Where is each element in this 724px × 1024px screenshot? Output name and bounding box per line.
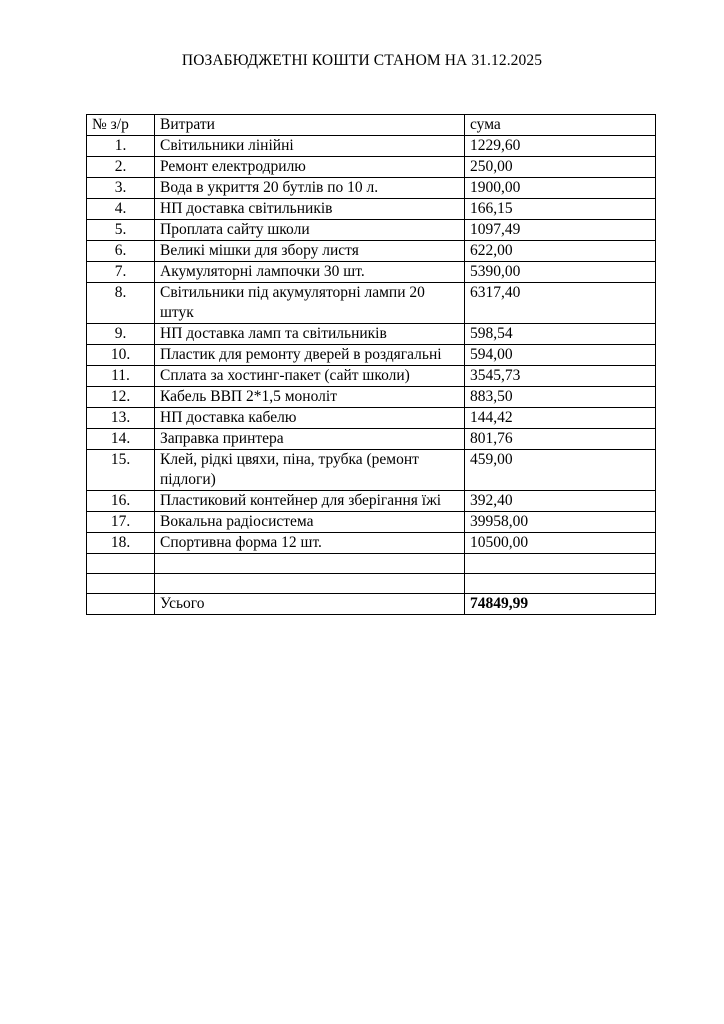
table-row [87,387,656,408]
table-row [87,450,656,491]
row-description: НП доставка кабелю [155,408,465,429]
row-sum: 801,76 [465,429,656,450]
table-row [87,241,656,262]
row-sum: 1229,60 [465,136,656,157]
header-sum: сума [465,115,656,136]
row-sum: 392,40 [465,491,656,512]
table-row [87,408,656,429]
row-sum: 5390,00 [465,262,656,283]
row-description: Кабель ВВП 2*1,5 моноліт [155,387,465,408]
empty-cell [465,574,656,594]
row-sum: 883,50 [465,387,656,408]
row-description: Ремонт електродрилю [155,157,465,178]
empty-cell [465,554,656,574]
table-header-row [87,115,656,136]
row-sum: 594,00 [465,345,656,366]
row-number: 16. [87,491,155,512]
row-number: 13. [87,408,155,429]
row-description: Клей, рідкі цвяхи, піна, трубка (ремонт підлоги) [155,450,465,491]
row-description: Вокальна радіосистема [155,512,465,533]
row-description: Спортивна форма 12 шт. [155,533,465,554]
row-sum: 1900,00 [465,178,656,199]
row-sum: 459,00 [465,450,656,491]
row-number: 14. [87,429,155,450]
header-num: № з/р [87,115,155,136]
total-value: 74849,99 [465,594,656,615]
row-description: Пластик для ремонту дверей в роздягальні [155,345,465,366]
row-description: Світильники під акумуляторні лампи 20 штук [155,283,465,324]
row-number: 11. [87,366,155,387]
empty-cell [155,554,465,574]
row-sum: 622,00 [465,241,656,262]
row-sum: 1097,49 [465,220,656,241]
empty-cell [87,574,155,594]
table-row [87,199,656,220]
row-description: Великі мішки для збору листя [155,241,465,262]
row-sum: 144,42 [465,408,656,429]
row-sum: 6317,40 [465,283,656,324]
row-sum: 250,00 [465,157,656,178]
row-description: Заправка принтера [155,429,465,450]
row-description: Пластиковий контейнер для зберігання їжі [155,491,465,512]
total-row [87,594,656,615]
header-expenses: Витрати [155,115,465,136]
row-number: 2. [87,157,155,178]
total-label: Усього [155,594,465,615]
table-row [87,366,656,387]
table-row [87,220,656,241]
empty-row [87,554,656,574]
row-description: Сплата за хостинг-пакет (сайт школи) [155,366,465,387]
row-number: 12. [87,387,155,408]
row-description: Акумуляторні лампочки 30 шт. [155,262,465,283]
row-sum: 3545,73 [465,366,656,387]
row-sum: 39958,00 [465,512,656,533]
row-number: 9. [87,324,155,345]
table-row [87,345,656,366]
empty-row [87,574,656,594]
row-sum: 598,54 [465,324,656,345]
table-row [87,491,656,512]
table-row [87,262,656,283]
table-row [87,136,656,157]
total-empty-cell [87,594,155,615]
table-row [87,429,656,450]
row-description: НП доставка світильників [155,199,465,220]
row-number: 1. [87,136,155,157]
expenses-table [86,114,656,615]
row-number: 6. [87,241,155,262]
document-title: ПОЗАБЮДЖЕТНІ КОШТИ СТАНОМ НА 31.12.2025 [181,52,543,69]
row-number: 18. [87,533,155,554]
row-number: 5. [87,220,155,241]
row-description: НП доставка ламп та світильників [155,324,465,345]
row-number: 8. [87,283,155,324]
table-row [87,512,656,533]
table-row [87,324,656,345]
table-row [87,157,656,178]
row-description: Вода в укриття 20 бутлів по 10 л. [155,178,465,199]
row-description: Світильники лінійні [155,136,465,157]
row-number: 15. [87,450,155,491]
row-number: 7. [87,262,155,283]
empty-cell [87,554,155,574]
row-sum: 166,15 [465,199,656,220]
row-number: 4. [87,199,155,220]
table-row [87,283,656,324]
row-number: 17. [87,512,155,533]
row-description: Проплата сайту школи [155,220,465,241]
row-number: 10. [87,345,155,366]
row-number: 3. [87,178,155,199]
table-row [87,533,656,554]
empty-cell [155,574,465,594]
row-sum: 10500,00 [465,533,656,554]
table-row [87,178,656,199]
